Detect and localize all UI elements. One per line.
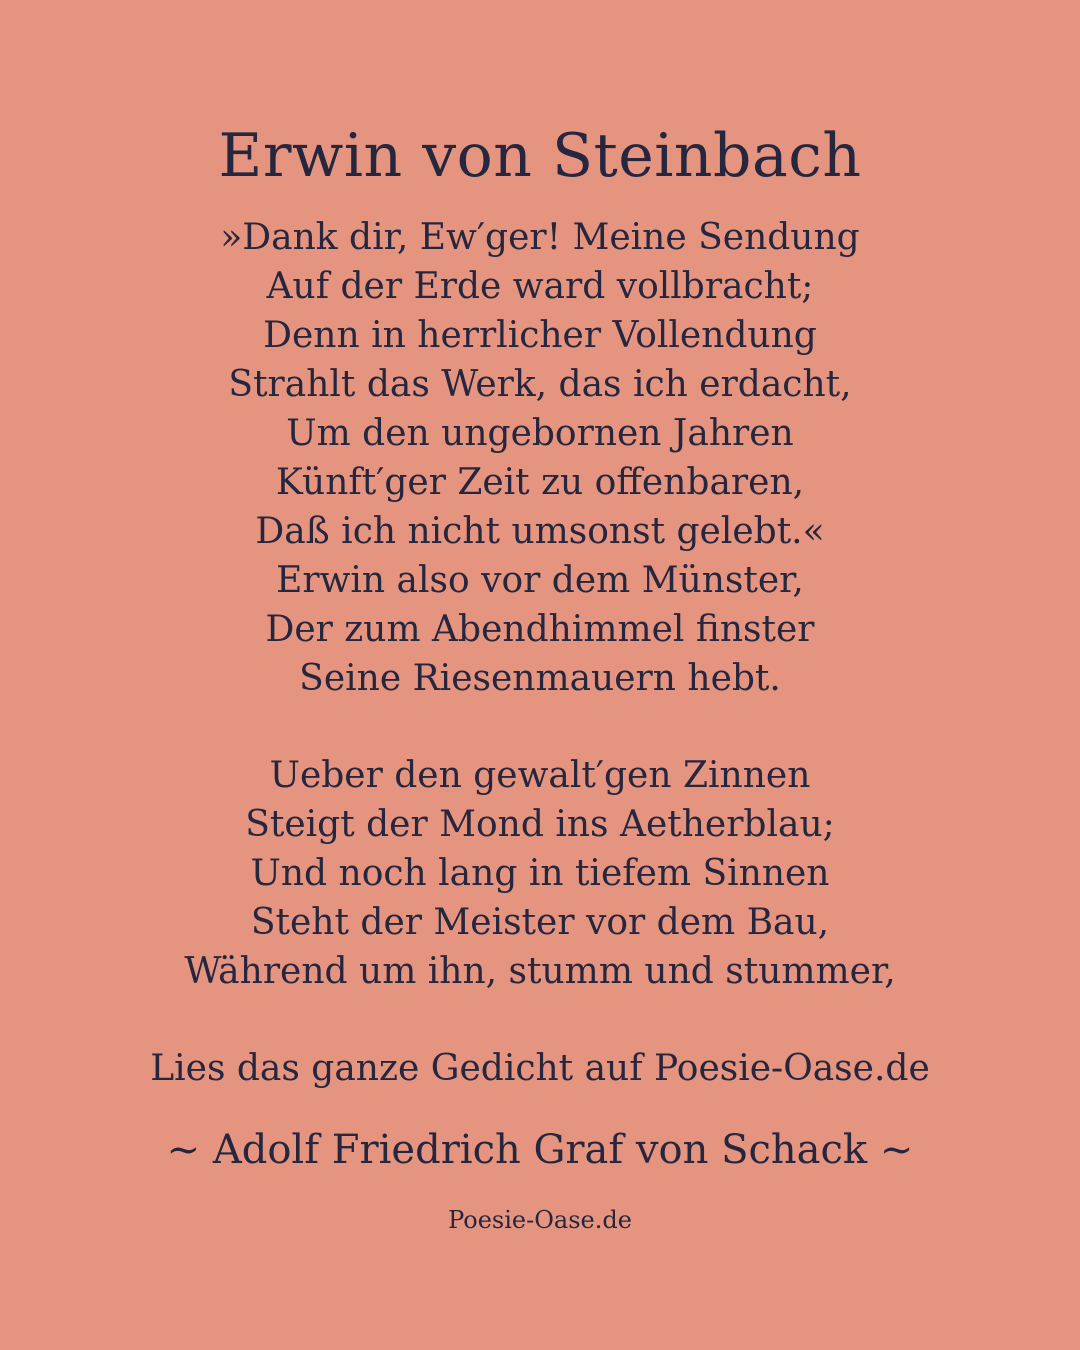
poem-line: Während um ihn, stumm und stummer, [184, 951, 896, 992]
poem-line: Um den ungebornen Jahren [286, 413, 794, 454]
poem-line: Steigt der Mond ins Aetherblau; [245, 804, 835, 845]
poem-line: Denn in herrlicher Vollendung [263, 315, 817, 356]
author-name: ~ Adolf Friedrich Graf von Schack ~ [166, 1127, 914, 1173]
read-full-poem-text: Lies das ganze Gedicht auf Poesie-Oase.de [150, 1048, 930, 1089]
poem-line: Ueber den gewalt′gen Zinnen [269, 755, 811, 796]
poem-line: Erwin also vor dem Münster, [276, 560, 804, 601]
poem-title: Erwin von Steinbach [218, 121, 862, 191]
poem-line: Auf der Erde ward vollbracht; [266, 266, 814, 307]
poem-line: Seine Riesenmauern hebt. [299, 658, 781, 699]
poem-line: Und noch lang in tiefem Sinnen [250, 853, 830, 894]
poem-line: Daß ich nicht umsonst gelebt.« [255, 511, 825, 552]
poem-line: Der zum Abendhimmel finster [265, 609, 815, 650]
poem-line: Künft′ger Zeit zu offenbaren, [275, 462, 805, 503]
stanza-1 [0, 213, 1080, 703]
stanza-2 [0, 751, 1080, 996]
poem-line: Steht der Meister vor dem Bau, [250, 902, 830, 943]
poem-line: Strahlt das Werk, das ich erdacht, [228, 364, 852, 405]
poem-line: »Dank dir, Ew′ger! Meine Sendung [220, 217, 860, 258]
site-watermark: Poesie-Oase.de [448, 1206, 632, 1234]
